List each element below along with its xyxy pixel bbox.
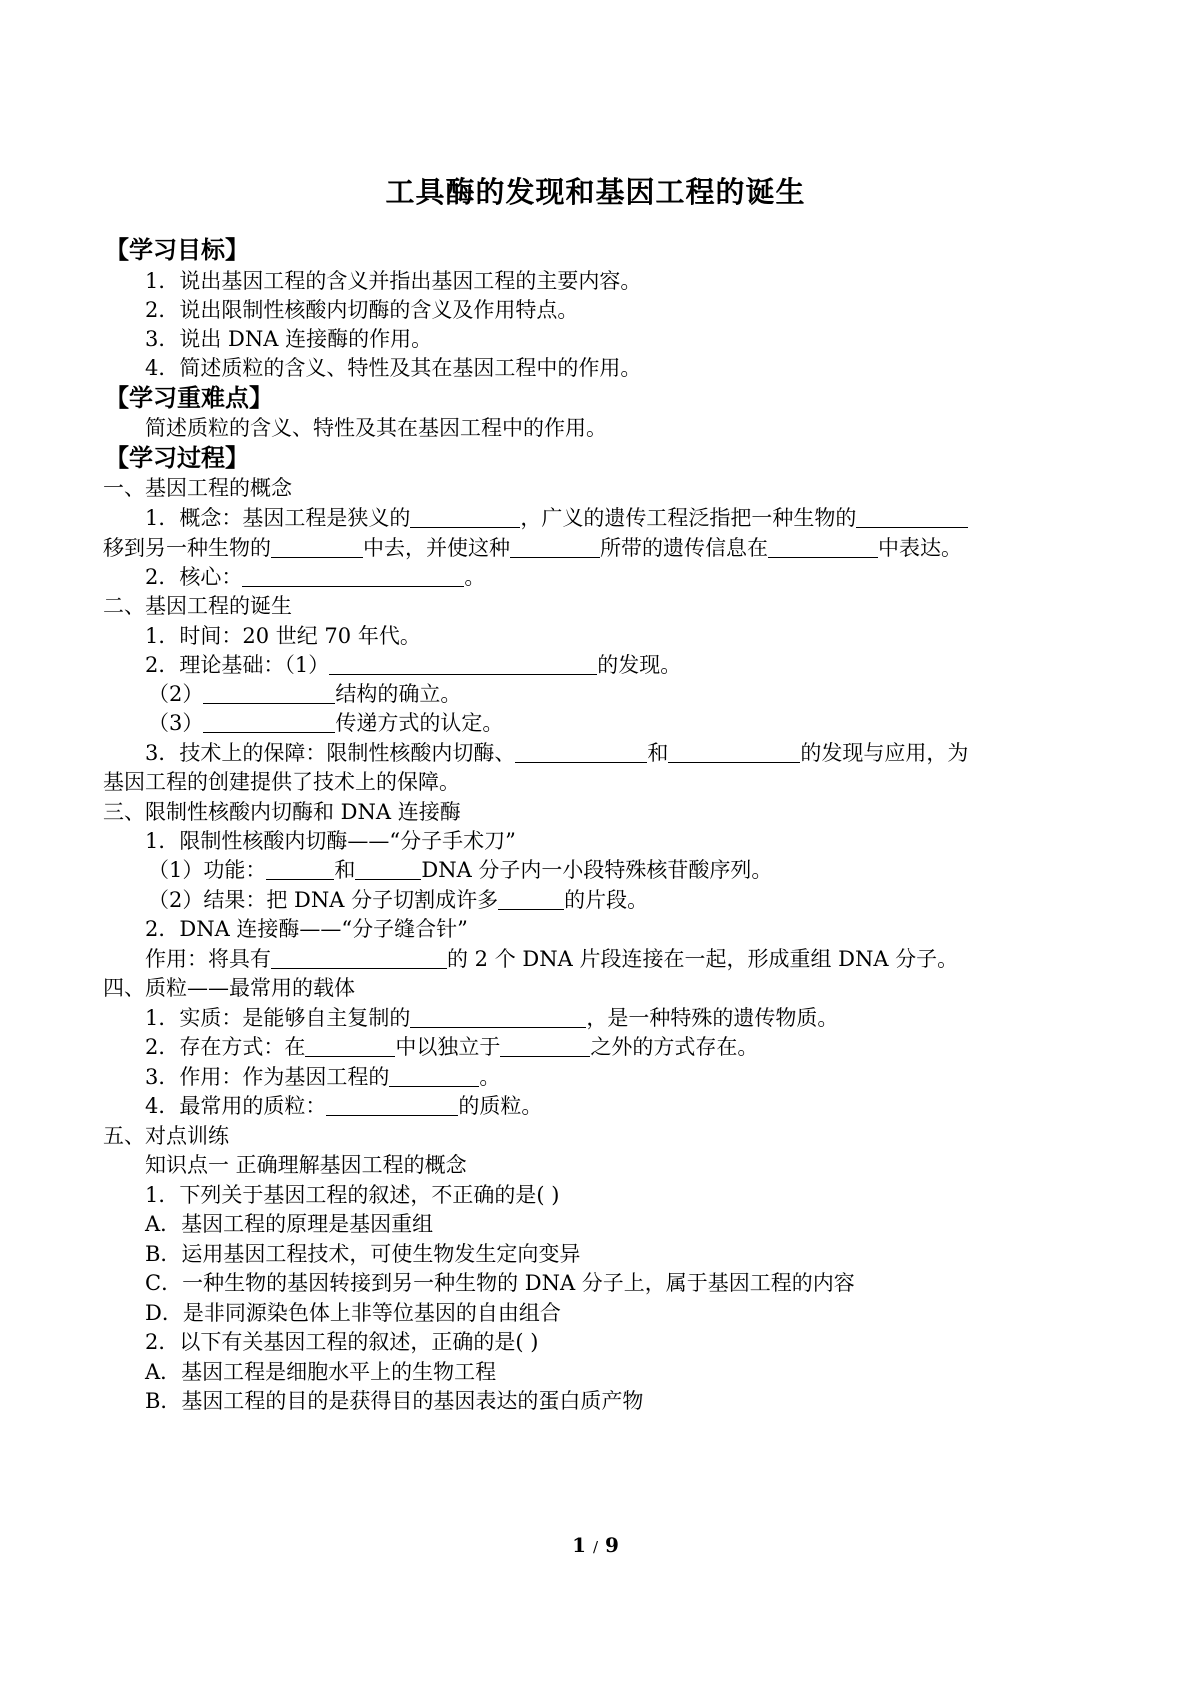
enzyme-1-title: 1．限制性核酸内切酶——“分子手术刀” — [145, 829, 516, 853]
blank[interactable] — [326, 1093, 458, 1116]
tech-line-2: 基因工程的创建提供了技术上的保障。 — [103, 770, 460, 794]
blank[interactable] — [510, 535, 600, 558]
section-1-title: 一、基因工程的概念 — [103, 476, 292, 500]
plasmid-line-2: 2．存在方式：在 中以独立于 之外的方式存在。 — [145, 1035, 759, 1059]
blank[interactable] — [856, 505, 968, 528]
question-1-option: C．一种生物的基因转接到另一种生物的 DNA 分子上，属于基因工程的内容 — [145, 1271, 855, 1295]
blank[interactable] — [266, 857, 334, 880]
plasmid-line-3: 3．作用：作为基因工程的 。 — [145, 1065, 501, 1089]
time-line: 1．时间：20 世纪 70 年代。 — [145, 624, 421, 648]
blank[interactable] — [515, 740, 647, 763]
question-1-option: B．运用基因工程技术，可使生物发生定向变异 — [145, 1242, 581, 1266]
blank[interactable] — [305, 1034, 395, 1057]
page-number: 1 / 9 — [572, 1533, 619, 1557]
blank[interactable] — [271, 946, 447, 969]
question-1-option: A．基因工程的原理是基因重组 — [145, 1212, 434, 1236]
concept-line-1: 1．概念：基因工程是狭义的 ，广义的遗传工程泛指把一种生物的 — [145, 503, 968, 533]
enzyme-2-title: 2．DNA 连接酶——“分子缝合针” — [145, 917, 468, 941]
blank[interactable] — [242, 564, 464, 587]
question-2-option: A．基因工程是细胞水平上的生物工程 — [145, 1360, 497, 1384]
section-2-title: 二、基因工程的诞生 — [103, 594, 292, 618]
objective-item: 1．说出基因工程的含义并指出基因工程的主要内容。 — [145, 269, 642, 293]
theory-line-1: 2．理论基础：（1） 的发现。 — [145, 653, 682, 677]
key-points-text: 简述质粒的含义、特性及其在基因工程中的作用。 — [145, 416, 607, 440]
theory-line-3: （3） 传递方式的认定。 — [148, 711, 504, 735]
core-line: 2．核心： 。 — [145, 565, 486, 589]
theory-line-2: （2） 结构的确立。 — [148, 682, 462, 706]
blank[interactable] — [768, 535, 878, 558]
tech-line-1: 3．技术上的保障：限制性核酸内切酶、 和 的发现与应用，为 — [145, 741, 969, 765]
concept-line-2: 移到另一种生物的 中去，并使这种 所带的遗传信息在 中表达。 — [103, 536, 962, 560]
blank[interactable] — [203, 681, 335, 704]
section-5-title: 五、对点训练 — [103, 1124, 229, 1148]
blank[interactable] — [271, 535, 363, 558]
question-2-option: B．基因工程的目的是获得目的基因表达的蛋白质产物 — [145, 1389, 644, 1413]
process-heading: 【学习过程】 — [105, 444, 249, 472]
question-1: 1．下列关于基因工程的叙述，不正确的是( ) — [145, 1183, 560, 1207]
key-points-heading: 【学习重难点】 — [105, 384, 273, 412]
result-line: （2）结果：把 DNA 分子切割成许多 的片段。 — [148, 888, 649, 912]
blank[interactable] — [329, 652, 597, 675]
plasmid-line-1: 1．实质：是能够自主复制的 ，是一种特殊的遗传物质。 — [145, 1006, 839, 1030]
function-line: （1）功能： 和 DNA 分子内一小段特殊核苷酸序列。 — [148, 858, 773, 882]
blank[interactable] — [498, 887, 564, 910]
objective-item: 2．说出限制性核酸内切酶的含义及作用特点。 — [145, 298, 579, 322]
question-2: 2．以下有关基因工程的叙述，正确的是( ) — [145, 1330, 539, 1354]
blank[interactable] — [410, 505, 520, 528]
knowledge-point: 知识点一 正确理解基因工程的概念 — [145, 1153, 467, 1177]
plasmid-line-4: 4．最常用的质粒： 的质粒。 — [145, 1094, 543, 1118]
question-1-option: D．是非同源染色体上非等位基因的自由组合 — [145, 1301, 561, 1325]
blank[interactable] — [500, 1034, 590, 1057]
blank[interactable] — [410, 1005, 586, 1028]
blank[interactable] — [203, 710, 335, 733]
section-3-title: 三、限制性核酸内切酶和 DNA 连接酶 — [103, 800, 461, 824]
section-4-title: 四、质粒——最常用的载体 — [103, 976, 355, 1000]
blank[interactable] — [355, 857, 421, 880]
objectives-heading: 【学习目标】 — [105, 236, 249, 264]
blank[interactable] — [389, 1064, 479, 1087]
page-title: 工具酶的发现和基因工程的诞生 — [385, 175, 806, 209]
blank[interactable] — [668, 740, 800, 763]
objective-item: 4．简述质粒的含义、特性及其在基因工程中的作用。 — [145, 356, 642, 380]
objective-item: 3．说出 DNA 连接酶的作用。 — [145, 327, 433, 351]
ligase-use-line: 作用：将具有 的 2 个 DNA 片段连接在一起，形成重组 DNA 分子。 — [145, 947, 959, 971]
